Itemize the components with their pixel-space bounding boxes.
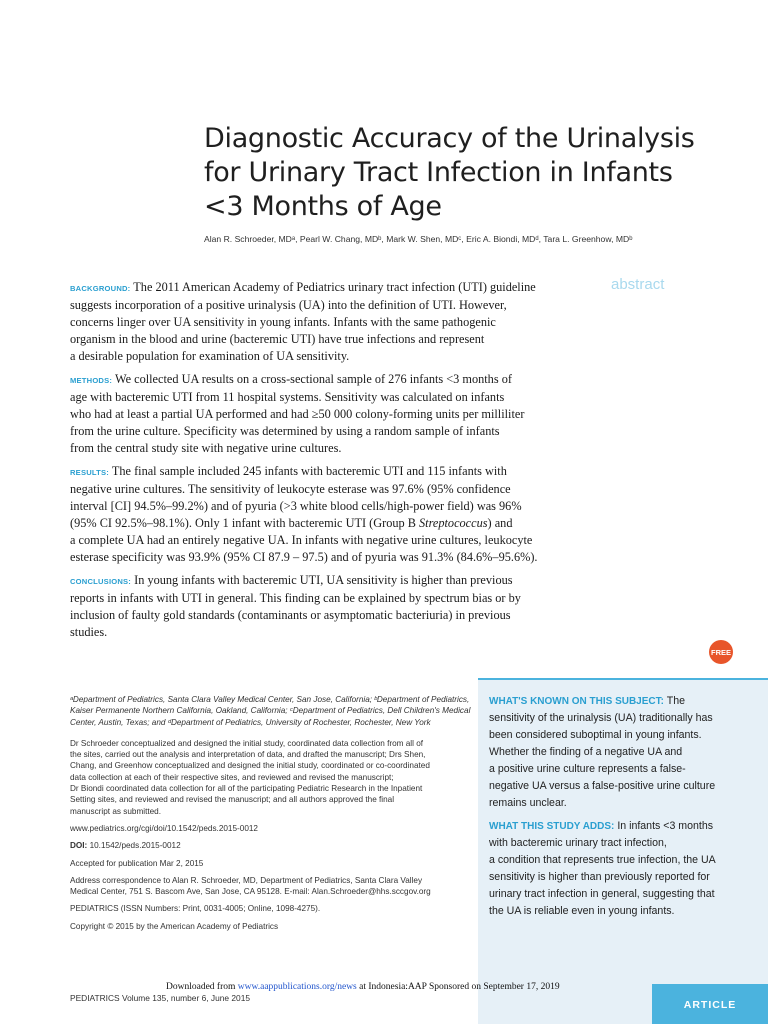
summary-box [478, 680, 768, 1024]
correspondence: Address correspondence to Alan R. Schroeder, MD, Department of Pediatrics, Santa Clara Valley Medical Center, 751 S. Bascom Ave, San Jose, CA 95128. E-mail: Alan.Schroeder@hhs.sccgov.org [70, 875, 431, 897]
article-url[interactable]: www.pediatrics.org/cgi/doi/10.1542/peds.2015-0012 [70, 823, 258, 833]
abstract [70, 279, 600, 647]
doi: DOI: 10.1542/peds.2015-0012 [70, 841, 181, 851]
copyright: Copyright © 2015 by the American Academy of Pediatrics [70, 921, 279, 931]
section-label: BACKGROUND: [70, 284, 131, 293]
box-heading: WHAT'S KNOWN ON THIS SUBJECT: [489, 696, 664, 707]
abstract-conclusions: CONCLUSIONS: In young infants with bacteremic UTI, UA sensitivity is higher than previous reports in infants with UTI in general. This finding can be explained by spectrum bias or by inclusion of faulty gold standards (contaminants or asymptomatic bacteriuria) in previous studies. [70, 573, 521, 639]
section-label: RESULTS: [70, 468, 110, 477]
affiliations: ᵃDepartment of Pediatrics, Santa Clara Valley Medical Center, San Jose, California; ᵇDepartment of Pediatrics, Kaiser Permanente Northern California, Oakland, California; ᶜDepartment of Pediatrics, Dell Children's Medical Center, Austin, Texas; and ᵈDepartment of Pediatrics, University of Rochester, Rochester, New York [70, 695, 471, 727]
title-line: for Urinary Tract Infection in Infants [204, 157, 673, 188]
box-heading: WHAT THIS STUDY ADDS: [489, 821, 615, 832]
abstract-results: RESULTS: The final sample included 245 infants with bacteremic UTI and 115 infants with negative urine cultures. The sensitivity of leukocyte esterase was 97.6% (95% confidence interval [CI] 94.5%–99.2%) and of pyuria (>3 white blood cells/high-power field) was 96% (95% CI 92.5%–98.1%). Only 1 infant with bacteremic UTI (Group B Streptococcus) and a complete UA had an entirely negative UA. In infants with negative urine cultures, leukocyte esterase specificity was 93.9% (95% CI 87.9 – 97.5) and of pyuria was 91.3% (84.6%–95.6%). [70, 464, 538, 564]
article-notes [70, 694, 470, 938]
abstract-methods: METHODS: We collected UA results on a cross-sectional sample of 276 infants <3 months of age with bacteremic UTI from 11 hospital systems. Sensitivity was calculated on infants who had at least a partial UA performed and had ≥50 000 colony-forming units per milliliter from the urine culture. Specificity was determined by using a random sample of infants from the central study site with negative urine cultures. [70, 372, 525, 455]
author-list: Alan R. Schroeder, MDᵃ, Pearl W. Chang, MDᵇ, Mark W. Shen, MDᶜ, Eric A. Biondi, MDᵈ, Tara L. Greenhow, MDᵇ [204, 234, 633, 244]
download-link[interactable]: www.aappublications.org/news [237, 982, 357, 992]
free-badge-icon: FREE [709, 640, 733, 664]
section-label: METHODS: [70, 376, 113, 385]
contributions: Dr Schroeder conceptualized and designed the initial study, coordinated data collection from all of the sites, carried out the analysis and interpretation of data, and drafted the manuscript; Drs Shen, Chang, and Greenhow conceptualized and designed the initial study, coordinated or co-coordinated data collection at each of their respective sites, and reviewed and revised the manuscript; Dr Biondi coordinated data collection for all of the participating Pediatric Research in the Inpatient Setting sites, and reviewed and revised the manuscript; and all authors approved the final manuscript as submitted. [70, 738, 430, 816]
download-stamp: Downloaded from www.aappublications.org/news at Indonesia:AAP Sponsored on September 17, 2019 [166, 982, 560, 992]
abstract-background: BACKGROUND: The 2011 American Academy of Pediatrics urinary tract infection (UTI) guideline suggests incorporation of a positive urinalysis (UA) into the definition of UTI. However, concerns linger over UA sensitivity in young infants. Infants with the same pathogenic organism in the blood and urine (bacteremic UTI) have true infections and represent a desirable population for examination of UA sensitivity. [70, 280, 536, 363]
accepted-date: Accepted for publication Mar 2, 2015 [70, 858, 204, 868]
title-line: Diagnostic Accuracy of the Urinalysis [204, 123, 695, 154]
italic-organism: Streptococcus [419, 516, 488, 530]
box-top-rule [478, 678, 768, 680]
article-type-tab: ARTICLE [652, 984, 768, 1024]
study-adds: WHAT THIS STUDY ADDS: In infants <3 months with bacteremic urinary tract infection, a condition that represents true infection, the UA sensitivity is higher than previously reported for urinary tract infection in general, suggesting that the UA is reliable even in young infants. [489, 820, 716, 917]
journal-footer: PEDIATRICS Volume 135, number 6, June 2015 [70, 993, 251, 1003]
article-title [204, 122, 724, 224]
section-label: CONCLUSIONS: [70, 577, 132, 586]
abstract-tag: abstract [611, 276, 665, 293]
issn: PEDIATRICS (ISSN Numbers: Print, 0031-4005; Online, 1098-4275). [70, 904, 321, 914]
title-line: <3 Months of Age [204, 191, 442, 222]
whats-known: WHAT'S KNOWN ON THIS SUBJECT: The sensitivity of the urinalysis (UA) traditionally has been considered suboptimal in young infants. Whether the finding of a negative UA and a positive urine culture represents a false- negative UA versus a false-positive urine culture remains unclear. [489, 695, 716, 809]
